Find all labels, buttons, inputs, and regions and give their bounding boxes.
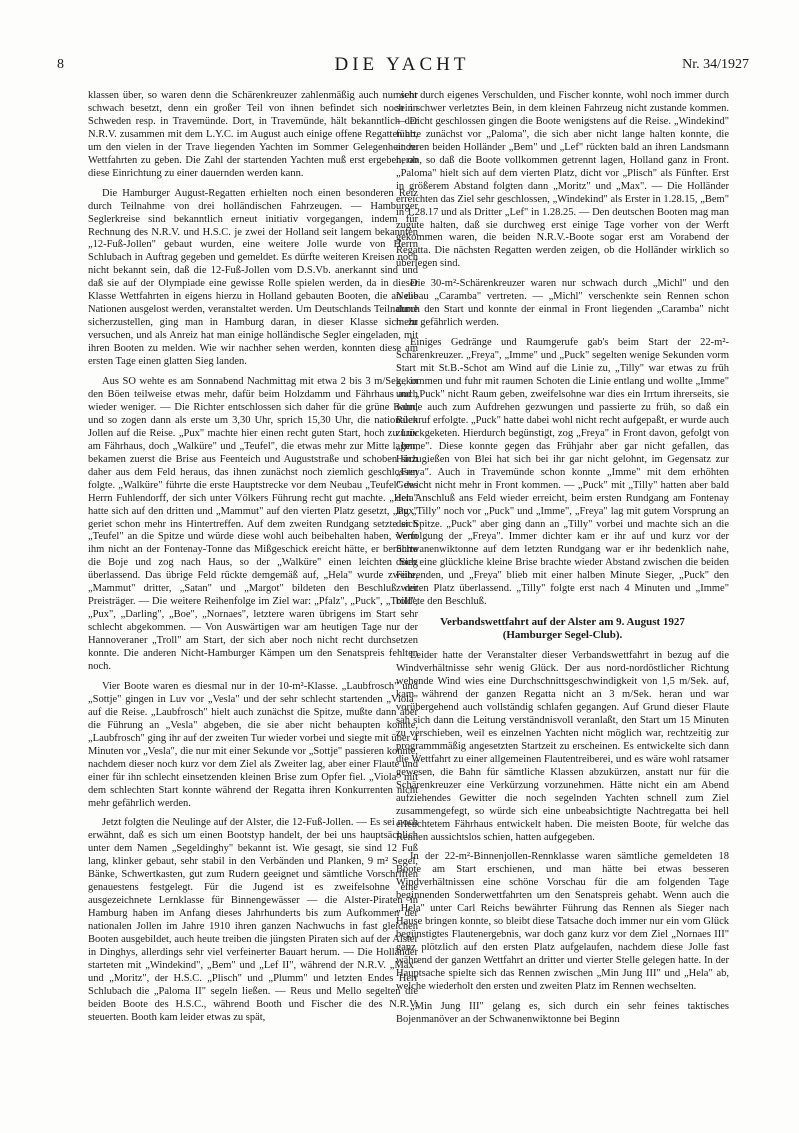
magazine-title: DIE YACHT xyxy=(334,54,470,75)
paragraph: „Min Jung III" gelang es, sich durch ein sehr feines taktisches Bojenmanöver an der Schwanenwiktonne bei Beginn xyxy=(396,1000,729,1025)
section-heading-line1: Verbandswettfahrt auf der Alster am 9. August 1927 xyxy=(440,616,685,629)
paragraph: Die Hamburger August-Regatten erhielten noch einen besonderen Reiz durch Teilnahme von drei holländischen Fahrzeugen. — Hamburger Seglerkreise sind bekanntlich erneut initiativ vorgegangen, indem für Rechnung des N.R.V. und H.S.C. je zwei der Holland seit langem bekannten „12-Fuß-Jollen" gebaut wurden, eine weitere Jolle wurde von Herrn Schlubach in Auftrag gegeben und gemeldet. Es dürfte weiteren Kreisen noch nicht bekannt sein, daß die 12-Fuß-Jollen vom D.S.Vb. anerkannt sind und daß sie auf der Olympiade eine gewisse Rolle spielen werden, da in dieser Klasse Wettfahrten in eigens hierzu in Holland gebauten Booten, die an die Nationen ausgelost werden, veranstaltet werden. Um Deutschlands Teilnahme sicherzustellen, ging man in Hamburg daran, in dieser Klasse sich zu versuchen, und als Anreiz hat man einige holländische Segler eingeladen, mit ihren Booten zu melden. Wie wir nachher sehen werden, konnten diese am ersten Tage einen glatten Sieg landen. xyxy=(88,187,418,368)
left-column xyxy=(88,90,418,1032)
paragraph: nicht durch eigenes Verschulden, und Fischer konnte, wohl noch immer durch sein schwer verletztes Bein, in dem kleinen Fahrzeug nicht zustande kommen. — Dicht geschlossen gingen die Boote wenigstens auf die Reise. „Windekind" führte zunächst vor „Paloma", die sich aber nicht lange halten konnte, die anderen beiden Holländer „Bem" und „Lef" rückten bald an ihren Landsmann heran, so daß die Boote vollkommen getrennt lagen, Holland ganz in Front. „Paloma" hielt sich auf dem vierten Platz, dicht vor „Plisch" als Fünfter. Erst in größerem Abstand folgten dann „Moritz" und „Max". — Die Holländer erreichten das Ziel sehr geschlossen, „Windekind" als Erster in 1.28.15, „Bem" in 1.28.17 und als Dritter „Lef" in 1.28.25. — Den deutschen Booten mag man zugute halten, daß sie durchweg erst einige Tage vorher von der Werft gekommen waren, die beiden N.R.V.-Boote sogar erst am Vorabend der Regatta. Die nächsten Regatten werden zeigen, ob die Holländer wirklich so überlegen sind. xyxy=(396,90,729,270)
paragraph: Aus SO wehte es am Sonnabend Nachmittag mit etwa 2 bis 3 m/Sek., in den Böen teilweise etwas mehr, dafür beim Holzdamm und Fährhaus auch wieder weniger. — Die Richter entschlossen sich daher für die grüne Bahn, und so zogen dann als erste um 3,30 Uhr, sprich 15,30 Uhr, die nationalen Jollen auf die Reise. „Pux" machte hier einen recht guten Start, hoch zu Luv am Fährhaus, doch „Walküre" und „Teufel", die etwas mehr zur Mitte lagen, bekamen zuerst die Brise aus Feenteich und Auguststraße und schoben sich daher aus dem Feld heraus, das ihnen zunächst noch ziemlich geschlossen folgte. „Walküre" führte die erste Hauptstrecke vor dem Neubau „Teufel" des Herrn Fuhlendorff, der sich unter Völkers Führung recht gut machte. „Hela" hatte sich auf den dritten und „Mammut" auf den vierten Platz gesetzt, „Pux" geriet schon mehr ins Hintertreffen. Auf dem zweiten Rundgang setzte sich „Teufel" an die Spitze und würde diese wohl auch beibehalten haben, wenn ihm nicht an der Fontenay-Tonne das Mißgeschick ereicht hätte, er berührte die Boje und zog nach Haus, so der „Walküre" einen leichten Sieg überlassend. Das übrige Feld rückte demgemäß auf, „Hela" wurde zweite, „Mammut" dritter, „Satan" und „Margot" bildeten den Beschluß der Preisträger. — Die weitere Reihenfolge im Ziel war: „Pfalz", „Puck", „Troll", „Pux", „Darling", „Boe", „Nornaes", letztere waren übrigens im Start sehr schlecht abgekommen. — Von Auswärtigen war am heutigen Tage nur der Hannoveraner „Troll" am Start, der sich aber noch nicht recht durchsetzen konnte. Die anderen Nicht-Hamburger Kämpen um den Senatspreis fehlten noch. xyxy=(88,376,418,672)
paragraph: Einiges Gedränge und Raumgerufe gab's beim Start der 22-m²-Schärenkreuzer. „Freya", „Imme" und „Puck" segelten wenige Sekunden vorm Start mit St.B.-Schot am Wind auf die Linie zu, „Tilly" war etwas zu früh gekommen und fuhr mit raumen Schoten die Linie entlang und wollte „Imme" und „Puck" nicht Raum geben, zweifelsohne war dies ein Irrtum ihrerseits, sie wurde auch zum Aufdrehen gezwungen und passierte zu früh, so daß ein Rückruf erfolgte. „Puck" hatte dabei wohl nicht recht aufgepaßt, er wurde auch zurückgeketen. Hierdurch begünstigt, zog „Freya" in Front davon, gefolgt von „Imme". Diese konnte gegen das Frühjahr aber gar nicht gefallen, das Hinzugießen von Blei hat sich bei ihr gar nicht gelohnt, im Gegensatz zur „Freya". Auch in Travemünde schon konnte „Imme" mit dem erhöhten Gewicht nicht mehr in Front kommen. — „Puck" mit „Tilly" hatten aber bald den Anschluß ans Feld wieder erreicht, beim ersten Rundgang am Fontenay lag „Tilly" noch vor „Puck" und „Imme", „Freya" lag mit gutem Vorsprung an der Spitze. „Puck" aber ging dann an „Tilly" vorbei und machte sich an die Verfolgung der „Freya". Immer dichter kam er ihr auf und kurz vor der Schwanenwiktonne auf dem letzten Rundgang war er ihr bedenklich nahe, doch eine glückliche kleine Brise brachte wieder Abstand zwischen die beiden Führenden, und „Freya" blieb mit einer halben Minute Sieger, „Puck" den zweiten Platz überlassend. „Tilly" folgte erst nach 4 Minuten und „Imme" bildete den Beschluß. xyxy=(396,337,729,608)
page-header xyxy=(55,54,749,76)
section-heading-line2: (Hamburger Segel-Club). xyxy=(502,629,623,642)
paragraph: klassen über, so waren denn die Schärenkreuzer zahlenmäßig auch nur sehr schwach besetzt, denn ein großer Teil von ihnen befindet sich noch in Schweden resp. in Travemünde. Dort, in Travemünde, hält bekanntlich der N.R.V. zusammen mit dem L.Y.C. im August auch einige offene Regatten ab, um den vielen in der Trave liegenden Yachten im Sommer Gelegenheit zu Wettfahrten zu geben. Die Zahl der startenden Yachten muß erst ergeben, ob diese Einrichtung zu einer dauernden werden kann. xyxy=(88,90,418,179)
paragraph: Die 30-m²-Schärenkreuzer waren nur schwach durch „Michl" und den Neubau „Caramba" vertreten. — „Michl" verschenkte sein Rennen schon durch den Start und konnte der einmal in Front liegenden „Caramba" nicht mehr gefährlich werden. xyxy=(396,278,729,329)
issue-number: Nr. 34/1927 xyxy=(682,57,749,72)
paragraph: Jetzt folgten die Neulinge auf der Alster, die 12-Fuß-Jollen. — Es sei noch erwähnt, daß es sich um einen Bootstyp handelt, der bei uns hauptsächlich unter dem Namen „Segeldinghy" bekannt ist. Wie gesagt, sie sind 12 Fuß lang, klinker gebaut, sehr stabil in den Verbänden und Planken, 9 m² Segel, Bänke, Schwertkasten, gut zum Rudern geeignet und sämtliche Vorschriften genauestens festgelegt. Für die Jugend ist es zweifelsohne eine ausgezeichnete Lernklasse für Binnengewässer — die Alster-Piraten in Hamburg haben im Anfang dieses Jahrhunderts bis zum Aufkommen der nationalen Jollen im Jahre 1910 ihren ganzen Nachwuchs in fast gleichen Booten ausgebildet, auch heute treiben die jüngsten Piraten sich auf der Alster in Dinghys, allerdings sehr viel verfeinerter Bauart herum. — Die Holländer starteten mit „Windekind", „Bem" und „Lef II", während der N.R.V. „Max" und „Moritz", der H.S.C. „Plisch" und „Plumm" und letzten Endes Herr Schlubach die „Paloma II" segeln ließen. — Reus und Mello segelten die beiden Boote des H.S.C., während Booth und Fischer die des N.R.V. steuerten. Booth kam leider etwas zu spät, xyxy=(88,817,418,1023)
paragraph: Leider hatte der Veranstalter dieser Verbandswettfahrt in bezug auf die Windverhältnisse sehr wenig Glück. Der aus nord-nordöstlicher Richtung wehende Wind wies eine Durchschnittsgeschwindigkeit von 1,5 m/Sek. auf, kam während der ganzen Regatta nicht an 3 m/Sek. heran und war vorübergehend auch vollständig schlafen gegangen. Auf Grund dieser Flaute sah sich dann die Leitung verständnisvoll veranlaßt, den Start um 15 Minuten zu verschieben, weil es einzelnen Yachten nicht möglich war, rechtzeitig zur programmmäßig angesetzten Startzeit zu erscheinen. Es entwickelte sich dann die Wettfahrt zu einer allgemeinen Flautentreiberei, und es wäre wohl ratsamer gewesen, die Bahn für sämtliche Klassen abzukürzen, anstatt nur für die Schärenkreuzer eine Verkürzung vorzunehmen. Hätte nicht ein am Abend aufziehendes Gewitter die noch segelnden Yachten schnell zum Ziel zusammengefegt, so würde sich eine unbeabsichtigte Nachtregatta bei hell erleuchtetem Fährhaus entwickelt haben. Die meisten Boote, für welche das Rennen aussichtslos schien, hatten aufgegeben. xyxy=(396,650,729,843)
paragraph: Vier Boote waren es diesmal nur in der 10-m²-Klasse. „Laubfrosch" und „Sottje" gingen in Luv vor „Vesla" und der sehr schlecht startenden „Viola" auf die Reise. „Laubfrosch" hielt auch zunächst die Spitze, mußte dann aber die Führung an „Vesla" abgeben, die sie aber nicht behaupten konnte, „Laubfrosch" ging ihr auf der zweiten Tur wieder vorbei und siegte mit über 4 Minuten vor „Vesla", die nur mit einer Sekunde vor „Sottje" passieren konnte, nachdem dieser noch kurz vor dem Ziel als Zweiter lag, aber einer Flaute und einer für ihn schlecht einsetzenden kleinen Brise zum Opfer fiel. „Viola" mit dem schlechten Start konnte während der Regatta ihren Konkurrenten nicht mehr gefährlich werden. xyxy=(88,680,418,809)
section-heading xyxy=(396,616,729,642)
page-number: 8 xyxy=(57,57,64,72)
paragraph: In der 22-m²-Binnenjollen-Rennklasse waren sämtliche gemeldeten 18 Boote am Start erschienen, und man hätte bei etwas besseren Windverhältnissen eine schöne Vorschau für die am folgenden Tage beginnenden Sonderwettfahrten um den Senatspreis gehabt. Wenn auch die „Hela" unter Carl Reichs bewährter Führung das Rennen als Sieger nach Hause bringen konnte, so bleibt diese Tatsache doch immer nur ein vom Glück begünstigtes Flautenergebnis, war doch ganz kurz vor dem Ziel „Nornaes III" ganz plötzlich auf den ersten Platz aufgelaufen, nachdem diese Jolle fast während der ganzen Wettfahrt an dritter und vierter Stelle gelegen hatte. In der Hauptsache spielte sich das Rennen zwischen „Min Jung III" und „Hela" ab, welche wiederholt den ersten und zweiten Platz im Rennen wechselten. xyxy=(396,851,729,992)
right-column xyxy=(396,90,729,1034)
